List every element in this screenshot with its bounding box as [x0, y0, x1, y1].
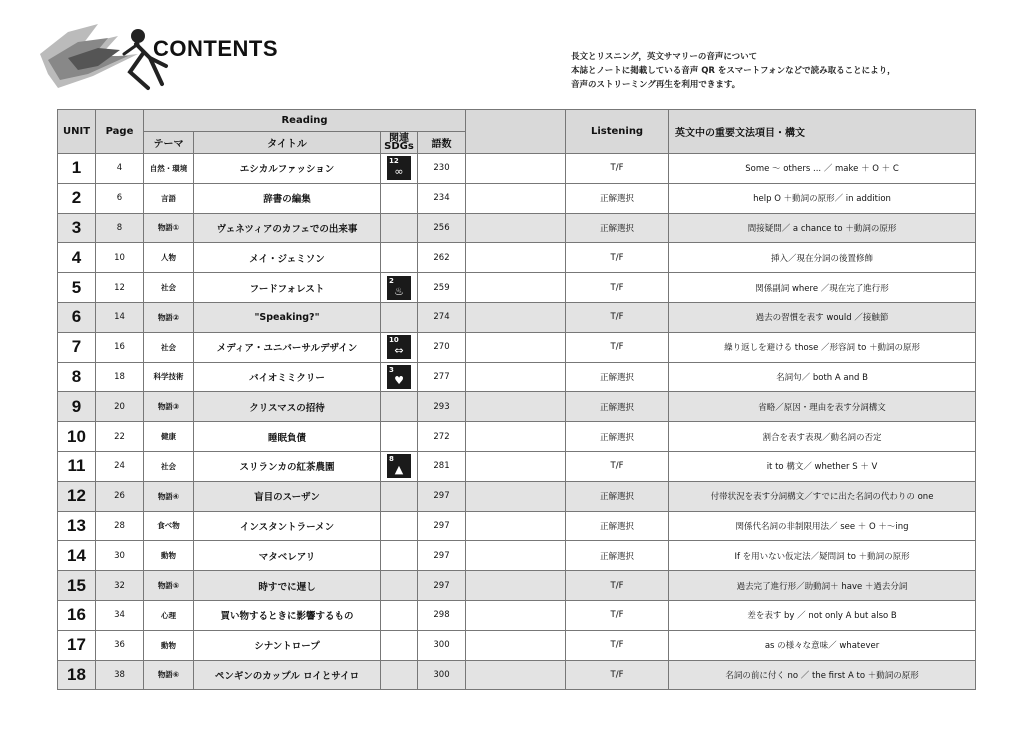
word-count: 300	[418, 660, 466, 690]
grammar-point: help O ＋動詞の原形／ in addition	[669, 183, 976, 213]
theme-label: 社会	[144, 273, 194, 303]
page-number: 10	[96, 243, 144, 273]
blank-cell	[466, 392, 566, 422]
word-count: 298	[418, 600, 466, 630]
grammar-point: If を用いない仮定法／疑問詞 to ＋動詞の原形	[669, 541, 976, 571]
word-count: 256	[418, 213, 466, 243]
sdg-cell	[381, 362, 418, 392]
table-row	[58, 451, 976, 481]
theme-label: 物語①	[144, 213, 194, 243]
sdg-goal-icon	[387, 276, 411, 300]
sdg-goal-icon	[387, 156, 411, 180]
listening-type: T/F	[566, 451, 669, 481]
listening-type: T/F	[566, 660, 669, 690]
page-number: 14	[96, 302, 144, 332]
sdg-cell	[381, 392, 418, 422]
blank-cell	[466, 213, 566, 243]
listening-type: T/F	[566, 630, 669, 660]
header-reading: Reading	[144, 110, 466, 132]
unit-number: 7	[58, 332, 96, 362]
listening-type: T/F	[566, 302, 669, 332]
reading-title: シナントロープ	[194, 630, 381, 660]
table-row	[58, 600, 976, 630]
unit-number: 16	[58, 600, 96, 630]
blank-cell	[466, 302, 566, 332]
contents-table	[57, 109, 976, 690]
unit-number: 8	[58, 362, 96, 392]
sdg-goal-glyph: ⇔	[394, 344, 404, 358]
table-row	[58, 392, 976, 422]
theme-label: 物語②	[144, 302, 194, 332]
word-count: 262	[418, 243, 466, 273]
reading-title: バイオミミクリー	[194, 362, 381, 392]
unit-number: 12	[58, 481, 96, 511]
word-count: 293	[418, 392, 466, 422]
sdg-goal-glyph: ♥	[394, 373, 404, 387]
theme-label: 健康	[144, 422, 194, 452]
grammar-point: 関係代名詞の非制限用法／ see ＋ O ＋～ing	[669, 511, 976, 541]
page-number: 34	[96, 600, 144, 630]
unit-number: 9	[58, 392, 96, 422]
table-row	[58, 362, 976, 392]
unit-number: 6	[58, 302, 96, 332]
sdg-cell	[381, 451, 418, 481]
word-count: 270	[418, 332, 466, 362]
listening-type: T/F	[566, 273, 669, 303]
listening-type: 正解選択	[566, 511, 669, 541]
page-number: 26	[96, 481, 144, 511]
grammar-point: 割合を表す表現／動名詞の否定	[669, 422, 976, 452]
listening-type: 正解選択	[566, 392, 669, 422]
unit-number: 2	[58, 183, 96, 213]
grammar-point: 差を表す by ／ not only A but also B	[669, 600, 976, 630]
table-row	[58, 213, 976, 243]
reading-title: 時すでに遅し	[194, 571, 381, 601]
page-number: 38	[96, 660, 144, 690]
blank-cell	[466, 183, 566, 213]
table-row	[58, 511, 976, 541]
table-row	[58, 243, 976, 273]
blank-cell	[466, 600, 566, 630]
grammar-point: 付帯状況を表す分詞構文／すでに出た名詞の代わりの one	[669, 481, 976, 511]
sdg-cell	[381, 630, 418, 660]
table-row	[58, 332, 976, 362]
table-row	[58, 541, 976, 571]
reading-title: クリスマスの招待	[194, 392, 381, 422]
reading-title: メディア・ユニバーサルデザイン	[194, 332, 381, 362]
header-words: 語数	[418, 132, 466, 154]
sdg-goal-number: 10	[389, 336, 399, 345]
blank-cell	[466, 630, 566, 660]
theme-label: 物語⑤	[144, 571, 194, 601]
sdg-cell	[381, 213, 418, 243]
page-number: 32	[96, 571, 144, 601]
sdg-cell	[381, 183, 418, 213]
reading-title: エシカルファッション	[194, 154, 381, 184]
table-row	[58, 660, 976, 690]
header-theme: テーマ	[144, 132, 194, 154]
theme-label: 動物	[144, 541, 194, 571]
page-number: 8	[96, 213, 144, 243]
page-number: 30	[96, 541, 144, 571]
grammar-point: 省略／原因・理由を表す分詞構文	[669, 392, 976, 422]
unit-number: 4	[58, 243, 96, 273]
reading-title: 買い物するときに影響するもの	[194, 600, 381, 630]
word-count: 297	[418, 481, 466, 511]
listening-type: 正解選択	[566, 183, 669, 213]
theme-label: 心理	[144, 600, 194, 630]
audio-note	[571, 50, 896, 92]
unit-number: 14	[58, 541, 96, 571]
blank-cell	[466, 481, 566, 511]
word-count: 297	[418, 511, 466, 541]
note-line: 本誌とノートに掲載している音声 QR をスマートフォンなどで読み取ることにより，	[571, 66, 896, 76]
sdg-cell	[381, 571, 418, 601]
unit-number: 5	[58, 273, 96, 303]
theme-label: 人物	[144, 243, 194, 273]
header-page: Page	[96, 110, 144, 154]
header-blank	[466, 110, 566, 154]
header-title: タイトル	[194, 132, 381, 154]
word-count: 277	[418, 362, 466, 392]
sdg-cell	[381, 481, 418, 511]
sdg-cell	[381, 332, 418, 362]
listening-type: 正解選択	[566, 541, 669, 571]
theme-label: 物語③	[144, 392, 194, 422]
header-listening: Listening	[566, 110, 669, 154]
unit-number: 3	[58, 213, 96, 243]
blank-cell	[466, 332, 566, 362]
theme-label: 言語	[144, 183, 194, 213]
word-count: 259	[418, 273, 466, 303]
grammar-point: 関係副詞 where ／現在完了進行形	[669, 273, 976, 303]
listening-type: 正解選択	[566, 362, 669, 392]
grammar-point: 挿入／現在分詞の後置修飾	[669, 243, 976, 273]
table-row	[58, 302, 976, 332]
theme-label: 物語⑥	[144, 660, 194, 690]
page-number: 16	[96, 332, 144, 362]
grammar-point: it to 構文／ whether S ＋ V	[669, 451, 976, 481]
page-number: 24	[96, 451, 144, 481]
reading-title: フードフォレスト	[194, 273, 381, 303]
table-row	[58, 422, 976, 452]
table-row	[58, 154, 976, 184]
sdg-goal-number: 2	[389, 276, 394, 285]
theme-label: 食べ物	[144, 511, 194, 541]
unit-number: 13	[58, 511, 96, 541]
unit-number: 10	[58, 422, 96, 452]
sdg-cell	[381, 541, 418, 571]
reading-title: スリランカの紅茶農園	[194, 451, 381, 481]
table-row	[58, 571, 976, 601]
sdg-cell	[381, 154, 418, 184]
reading-title: ヴェネツィアのカフェでの出来事	[194, 213, 381, 243]
sdg-goal-glyph: ♨	[394, 284, 404, 298]
table-row	[58, 273, 976, 303]
blank-cell	[466, 571, 566, 601]
blank-cell	[466, 660, 566, 690]
listening-type: T/F	[566, 332, 669, 362]
grammar-point: 名詞の前に付く no ／ the first A to ＋動詞の原形	[669, 660, 976, 690]
blank-cell	[466, 362, 566, 392]
unit-number: 15	[58, 571, 96, 601]
theme-label: 社会	[144, 332, 194, 362]
sdg-goal-glyph: ▲	[394, 463, 404, 477]
unit-number: 17	[58, 630, 96, 660]
table-row	[58, 183, 976, 213]
listening-type: 正解選択	[566, 481, 669, 511]
reading-title: "Speaking?"	[194, 302, 381, 332]
word-count: 230	[418, 154, 466, 184]
blank-cell	[466, 451, 566, 481]
sdg-goal-icon	[387, 335, 411, 359]
page-number: 4	[96, 154, 144, 184]
blank-cell	[466, 243, 566, 273]
sdg-goal-icon	[387, 365, 411, 389]
page-number: 28	[96, 511, 144, 541]
listening-type: T/F	[566, 571, 669, 601]
listening-type: 正解選択	[566, 213, 669, 243]
grammar-point: Some ～ others ... ／ make ＋ O ＋ C	[669, 154, 976, 184]
blank-cell	[466, 273, 566, 303]
reading-title: 睡眠負債	[194, 422, 381, 452]
unit-number: 18	[58, 660, 96, 690]
sdg-cell	[381, 243, 418, 273]
note-line: 音声のストリーミング再生を利用できます。	[571, 80, 741, 90]
reading-title: 辞書の編集	[194, 183, 381, 213]
theme-label: 自然・環境	[144, 154, 194, 184]
header-sdgs: 関連 SDGs	[381, 132, 418, 154]
header-unit: UNIT	[58, 110, 96, 154]
theme-label: 物語④	[144, 481, 194, 511]
theme-label: 動物	[144, 630, 194, 660]
page-number: 12	[96, 273, 144, 303]
header-grammar: 英文中の重要文法項目・構文	[669, 110, 976, 154]
listening-type: T/F	[566, 243, 669, 273]
blank-cell	[466, 541, 566, 571]
table-row	[58, 481, 976, 511]
reading-title: メイ・ジェミソン	[194, 243, 381, 273]
grammar-point: 間接疑問／ a chance to ＋動詞の原形	[669, 213, 976, 243]
word-count: 297	[418, 571, 466, 601]
unit-number: 1	[58, 154, 96, 184]
sdg-goal-number: 8	[389, 455, 394, 464]
word-count: 274	[418, 302, 466, 332]
page-number: 22	[96, 422, 144, 452]
sdg-goal-number: 12	[389, 157, 399, 166]
theme-label: 社会	[144, 451, 194, 481]
table-row	[58, 630, 976, 660]
sdg-cell	[381, 511, 418, 541]
sdg-cell	[381, 422, 418, 452]
page-title: CONTENTS	[153, 36, 278, 61]
word-count: 272	[418, 422, 466, 452]
page-number: 20	[96, 392, 144, 422]
word-count: 234	[418, 183, 466, 213]
grammar-point: 過去完了進行形／助動詞＋ have ＋過去分詞	[669, 571, 976, 601]
sdg-goal-icon	[387, 454, 411, 478]
note-line: 長文とリスニング，英文サマリーの音声について	[571, 52, 758, 62]
unit-number: 11	[58, 451, 96, 481]
blank-cell	[466, 154, 566, 184]
sdg-goal-glyph: ∞	[394, 165, 404, 179]
grammar-point: 過去の習慣を表す would ／接触節	[669, 302, 976, 332]
grammar-point: 繰り返しを避ける those ／形容詞 to ＋動詞の原形	[669, 332, 976, 362]
word-count: 297	[418, 541, 466, 571]
blank-cell	[466, 422, 566, 452]
blank-cell	[466, 511, 566, 541]
page-number: 36	[96, 630, 144, 660]
reading-title: マタベレアリ	[194, 541, 381, 571]
reading-title: インスタントラーメン	[194, 511, 381, 541]
grammar-point: as の様々な意味／ whatever	[669, 630, 976, 660]
theme-label: 科学技術	[144, 362, 194, 392]
sdg-goal-number: 3	[389, 365, 394, 374]
page-number: 6	[96, 183, 144, 213]
sdg-cell	[381, 302, 418, 332]
listening-type: T/F	[566, 154, 669, 184]
reading-title: 盲目のスーザン	[194, 481, 381, 511]
sdg-cell	[381, 600, 418, 630]
sdg-cell	[381, 660, 418, 690]
page-number: 18	[96, 362, 144, 392]
listening-type: 正解選択	[566, 422, 669, 452]
word-count: 281	[418, 451, 466, 481]
grammar-point: 名詞句／ both A and B	[669, 362, 976, 392]
sdg-cell	[381, 273, 418, 303]
reading-title: ペンギンのカップル ロイとサイロ	[194, 660, 381, 690]
listening-type: T/F	[566, 600, 669, 630]
word-count: 300	[418, 630, 466, 660]
